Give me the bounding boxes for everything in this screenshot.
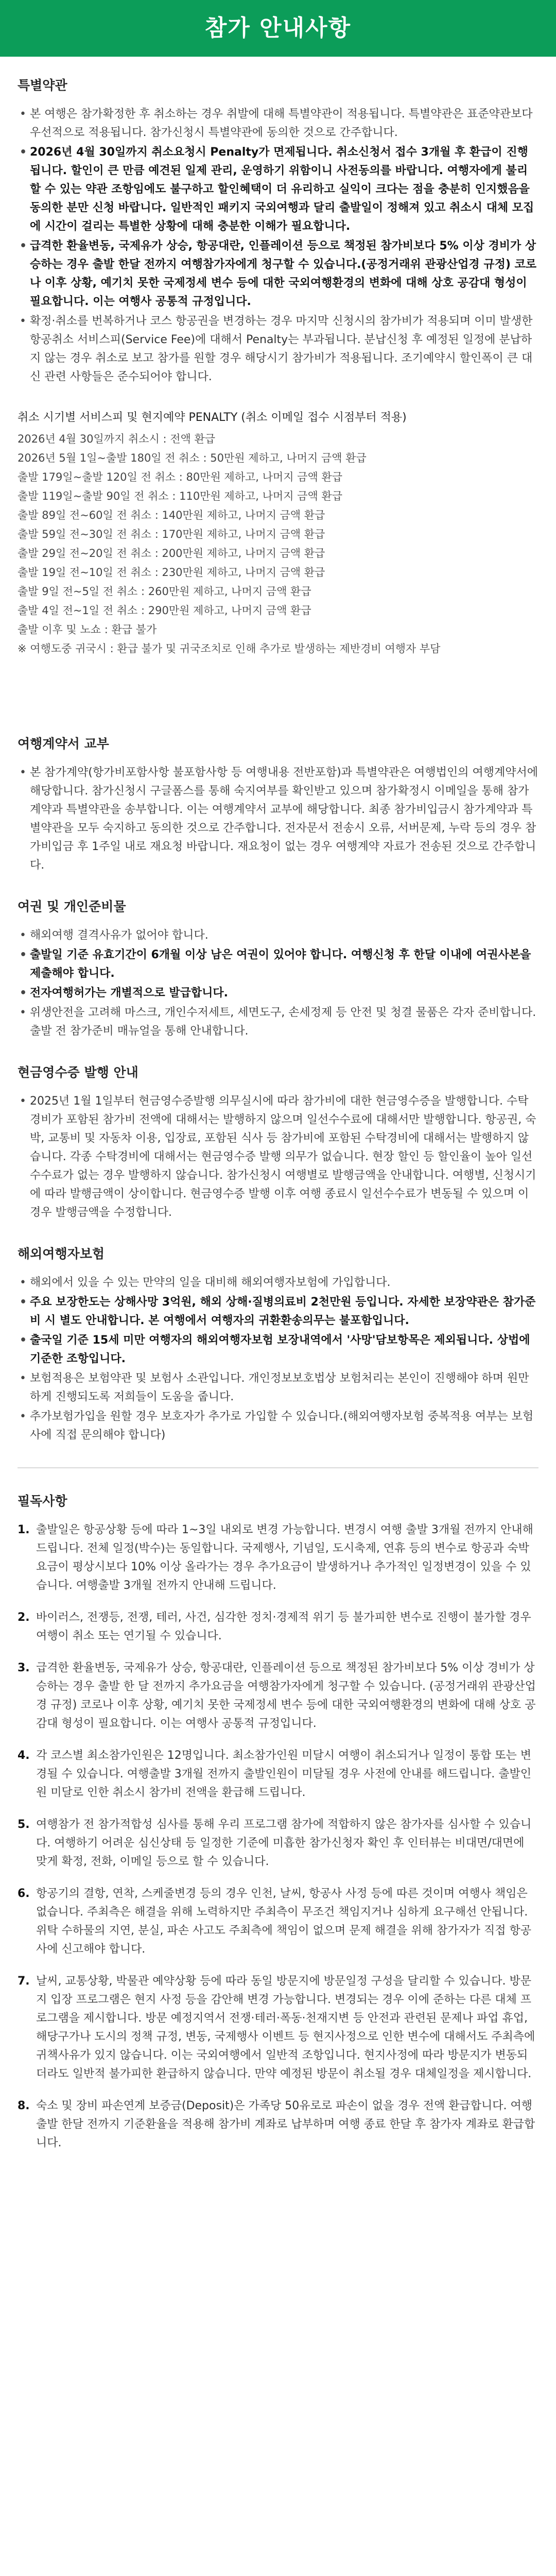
contract-list: [18, 764, 538, 875]
special-terms-item: • 급격한 환율변동, 국제유가 상승, 항공대란, 인플레이션 등으로 책정된 참가비보다 5% 이상 경비가 상승하는 경우 출발 한달 전까지 여행참가자에게 청구할 수 있습니다.(공정거래위 관광산업경 규정) 코로나 이후 상황, 예기치 못한 국제정세 변수 등에 대한 국외여행환경의 변화에 대해 상호 공감대 형성이 필요합니다. 이는 여행사 공통적 규정입니다.: [18, 237, 538, 311]
passport-item: • 출발일 기준 유효기간이 6개월 이상 남은 여권이 있어야 합니다. 여행신청 후 한달 이내에 여권사본을 제출해야 합니다.: [18, 946, 538, 983]
penalty-row: 출발 29일 전~20일 전 취소 : 200만원 제하고, 나머지 금액 환급: [18, 547, 325, 560]
receipt-list: [18, 1092, 538, 1222]
penalty-row: 출발 59일 전~30일 전 취소 : 170만원 제하고, 나머지 금액 환급: [18, 528, 325, 540]
contract-title: 여행계약서 교부: [18, 736, 109, 751]
checklist-title: 필독사항: [18, 1494, 67, 1509]
checklist-number: 4.: [18, 1749, 30, 1762]
checklist-section: [18, 1468, 538, 2153]
passport-section: [18, 876, 538, 1041]
penalty-row: 출발 9일 전~5일 전 취소 : 260만원 제하고, 나머지 금액 환급: [18, 585, 311, 598]
penalty-note: ※ 여행도중 귀국시 : 환급 불가 및 귀국조치로 인해 추가로 발생하는 제반경비 여행자 부담: [18, 642, 441, 655]
penalty-row: 출발 179일~출발 120일 전 취소 : 80만원 제하고, 나머지 금액 환급: [18, 471, 342, 483]
checklist-number: 7.: [18, 1975, 30, 1988]
checklist-item: [18, 2097, 538, 2153]
checklist-number: 3.: [18, 1662, 30, 1674]
checklist-list: [18, 1521, 538, 2153]
insurance-item: • 추가보험가입을 원할 경우 보호자가 추가로 가입할 수 있습니다.(해외여행자보험 중복적용 여부는 보험사에 직접 문의해야 합니다): [18, 1408, 538, 1445]
checklist-text: 급격한 환율변동, 국제유가 상승, 항공대란, 인플레이션 등으로 책정된 참가비보다 5% 이상 경비가 상승하는 경우 출발 한 달 전까지 추가요금을 여행참가자에게 청구할 수 있습니다. (공정거래위 관광산업경 규정) 코로나 이후 상황, 예기치 못한 국제정세 변수 등에 대한 국외여행환경의 변화에 대해 상호 공감대 형성이 필요합니다. 이는 여행사 공통적 규정입니다.: [36, 1662, 536, 1730]
penalty-row: 2026년 5월 1일~출발 180일 전 취소 : 50만원 제하고, 나머지 금액 환급: [18, 452, 367, 464]
special-terms-list: [18, 105, 538, 386]
special-terms-title: 특별약관: [18, 78, 67, 93]
checklist-item: [18, 1521, 538, 1595]
penalty-row: 출발 4일 전~1일 전 취소 : 290만원 제하고, 나머지 금액 환급: [18, 604, 311, 617]
contract-section: [18, 715, 538, 875]
passport-item: • 해외여행 결격사유가 없어야 합니다.: [18, 926, 538, 945]
page-title: 참가 안내사항: [0, 0, 556, 57]
checklist-item: [18, 1816, 538, 1871]
checklist-item: [18, 1747, 538, 1802]
checklist-item: [18, 1972, 538, 2083]
spacer: [18, 658, 538, 715]
receipt-section: [18, 1042, 538, 1222]
penalty-row: 출발 119일~출발 90일 전 취소 : 110만원 제하고, 나머지 금액 환급: [18, 490, 342, 502]
special-terms-section: [18, 57, 538, 386]
penalty-section: [18, 387, 538, 658]
notice-content: [0, 57, 556, 2153]
checklist-text: 날씨, 교통상황, 박물관 예약상황 등에 따라 동일 방문지에 방문일정 구성을 달리할 수 있습니다. 방문지 입장 프로그램은 현지 사정 등을 감안해 변경 가능합니다. 변경되는 경우 이에 준하는 다른 대체 프로그램을 제시합니다. 방문 예정지역서 전쟁·테러·폭동·천재지변 등 안전과 관련된 문제나 파업 휴업, 해당구가나 도시의 정책 규정, 변동, 국제행사 이벤트 등 현지사정으로 인한 변수에 대해서도 주최측에 귀책사유가 있지 않습니다. 이는 국외여행에서 일반적 조항입니다. 현지사정에 따라 방문지가 변동되더라도 일반적 불가피한 환급하지 않습니다. 만약 예정된 방문이 취소될 경우 대체일정을 제시합니다.: [36, 1975, 535, 2080]
checklist-text: 출발일은 항공상황 등에 따라 1~3일 내외로 변경 가능합니다. 변경시 여행 출발 3개월 전까지 안내해 드립니다. 전체 일정(박수)는 동일합니다. 국제행사, 기념일, 도시축제, 연휴 등의 변수로 항공과 숙박 요금이 평상시보다 10% 이상 올라가는 경우 추가요금이 발생하거나 추가적인 일정변경이 있을 수 있습니다. 여행출발 3개월 전까지 안내해 드립니다.: [36, 1523, 533, 1592]
passport-title: 여권 및 개인준비물: [18, 899, 126, 914]
special-terms-item: • 확정·취소를 번복하거나 코스 항공권을 변경하는 경우 마지막 신청시의 참가비가 적용되며 이미 발생한 항공취소 서비스피(Service Fee)에 대해서 Penalty는 부과됩니다. 분납신청 후 예정된 일정에 분납하지 않는 경우 취소로 보고 참가를 원할 경우 해당시기 참가비가 적용됩니다. 조기예약시 할인폭이 큰 대신 관련 사항들은 준수되어야 합니다.: [18, 312, 538, 386]
checklist-number: 6.: [18, 1887, 30, 1900]
checklist-number: 2.: [18, 1611, 30, 1624]
penalty-row: 출발 19일 전~10일 전 취소 : 230만원 제하고, 나머지 금액 환급: [18, 566, 325, 579]
penalty-row: 출발 이후 및 노쇼 : 환급 불가: [18, 623, 157, 636]
receipt-item: • 2025년 1월 1일부터 현금영수증발행 의무실시에 따라 참가비에 대한 현금영수증을 발행합니다. 수탁경비가 포함된 참가비 전액에 대해서는 발행하지 않으며 일선수수료에 대해서만 발행합니다. 항공권, 숙박, 교통비 및 자동차 이용, 입장료, 포함된 식사 등 참가비에 포함된 수탁경비에 대해서는 발행하지 않습니다. 각종 수탁경비에 대해서는 현금영수증 발행 의무가 없습니다. 현장 할인 등 할인율이 높아 일선수수료가 없는 경우 발행하지 않습니다. 참가신청시 여행별로 발행금액을 안내합니다. 여행별, 신청시기에 따라 발행금액이 상이합니다. 현금영수증 발행 이후 여행 종료시 일선수수료가 변동될 수 있으며 이 경우 발행금액을 수정합니다.: [18, 1092, 538, 1222]
insurance-item: • 해외에서 있을 수 있는 만약의 일을 대비해 해외여행자보험에 가입합니다.: [18, 1274, 538, 1292]
insurance-title: 해외여행자보험: [18, 1246, 105, 1261]
penalty-row: 2026년 4월 30일까지 취소시 : 전액 환급: [18, 433, 216, 445]
penalty-row: 출발 89일 전~60일 전 취소 : 140만원 제하고, 나머지 금액 환급: [18, 509, 325, 521]
checklist-text: 여행참가 전 참가적합성 심사를 통해 우리 프로그램 참가에 적합하지 않은 참가자를 심사할 수 있습니다. 여행하기 어려운 심신상태 등 일정한 기준에 미흡한 참가신청자 확인 후 인터뷰는 비대면/대면에 맞게 확정, 전화, 이메일 등으로 할 수 있습니다.: [36, 1818, 532, 1868]
insurance-item: • 보험적용은 보험약관 및 보험사 소관입니다. 개인정보보호법상 보험처리는 본인이 진행해야 하며 원만하게 진행되도록 저희들이 도움을 줍니다.: [18, 1369, 538, 1406]
insurance-section: [18, 1223, 538, 1445]
insurance-item: • 주요 보장한도는 상해사망 3억원, 해외 상해·질병의료비 2천만원 등입니다. 자세한 보장약관은 참가준비 시 별도 안내합니다. 본 여행에서 여행자의 귀환환송의무는 불포함입니다.: [18, 1293, 538, 1330]
special-terms-item: • 2026년 4월 30일까지 취소요청시 Penalty가 면제됩니다. 취소신청서 접수 3개월 후 환급이 진행됩니다. 할인이 큰 만큼 예견된 일제 관리, 운영하기 위함이니 사전동의를 바랍니다. 여행자에게 불리할 수 있는 약관 조항임에도 불구하고 할인혜택이 더 유리하고 실익이 크다는 점을 충분히 인지했음을 동의한 분만 신청 바랍니다. 일반적인 패키지 국외여행과 달리 출발일이 정해져 있고 취소시 대체 모집에 시간이 걸리는 특별한 상황에 대해 충분한 이해가 필요합니다.: [18, 143, 538, 236]
insurance-item: • 출국일 기준 15세 미만 여행자의 해외여행자보험 보장내역에서 '사망'담보항목은 제외됩니다. 상법에 기준한 조항입니다.: [18, 1331, 538, 1368]
checklist-item: [18, 1608, 538, 1646]
special-terms-item: • 본 여행은 참가확정한 후 취소하는 경우 취발에 대해 특별약관이 적용됩니다. 특별약관은 표준약관보다 우선적으로 적용됩니다. 참가신청시 특별약관에 동의한 것으로 간주합니다.: [18, 105, 538, 142]
checklist-number: 8.: [18, 2099, 30, 2112]
receipt-title: 현금영수증 발행 안내: [18, 1065, 138, 1080]
passport-item: • 위생안전을 고려해 마스크, 개인수저세트, 세면도구, 손세정제 등 안전 및 청결 물품은 각자 준비합니다. 출발 전 참가준비 매뉴얼을 통해 안내합니다.: [18, 1004, 538, 1041]
contract-item: • 본 참가계약(항가비포함사항 불포함사항 등 여행내용 전반포함)과 특별약관은 여행법인의 여행계약서에 해당합니다. 참가신청시 구글폼스를 통해 숙지여부를 확인받고 있으며 참가확정시 이메일을 통해 참가계약과 특별약관을 송부합니다. 이는 여행계약서 교부에 해당합니다. 최종 참가비입금시 참가계약과 특별약관을 모두 숙지하고 동의한 것으로 간주합니다. 전자문서 전송시 오류, 서버문제, 누락 등의 경우 참가비입금 후 1주일 내로 재요청 바랍니다. 재요청이 없는 경우 여행계약 자료가 전송된 것으로 간주합니다.: [18, 764, 538, 875]
checklist-item: [18, 1885, 538, 1959]
checklist-number: 1.: [18, 1523, 30, 1536]
checklist-text: 각 코스별 최소참가인원은 12명입니다. 최소참가인원 미달시 여행이 취소되거나 일정이 통합 또는 변경될 수 있습니다. 여행출발 3개월 전까지 출발인원이 미달될 경우 사전에 안내를 해드립니다. 출발인원 미달로 인한 취소시 참가비 전액을 환급해 드립니다.: [36, 1749, 531, 1799]
checklist-number: 5.: [18, 1818, 30, 1831]
passport-list: [18, 926, 538, 1041]
checklist-text: 항공기의 결항, 연착, 스케줄변경 등의 경우 인천, 날씨, 항공사 사정 등에 따른 것이며 여행사 책임은 없습니다. 주최측은 해결을 위해 노력하지만 주최측이 무조건 책임지거나 심하게 요구해선 안됩니다. 위탁 수하물의 지연, 분실, 파손 사고도 주최측에 책임이 없으며 문제 해결을 위해 참가자가 직접 항공사에 신고해야 합니다.: [36, 1887, 531, 1956]
insurance-list: [18, 1274, 538, 1445]
checklist-text: 숙소 및 장비 파손연계 보증금(Deposit)은 가족당 50유로로 파손이 없을 경우 전액 환급합니다. 여행 출발 한달 전까지 기준환율을 적용해 참가비 계좌로 납부하며 여행 종료 한달 후 참가자 계좌로 환급합니다.: [36, 2099, 535, 2149]
checklist-item: [18, 1659, 538, 1733]
checklist-text: 바이러스, 전쟁등, 전쟁, 테러, 사건, 심각한 정치·경제적 위기 등 불가피한 변수로 진행이 불가할 경우 여행이 취소 또는 연기될 수 있습니다.: [36, 1611, 531, 1642]
penalty-title: 취소 시기별 서비스피 및 현지예약 PENALTY (취소 이메일 접수 시점부터 적용): [18, 411, 407, 424]
passport-item: • 전자여행허가는 개별적으로 발급합니다.: [18, 984, 538, 1003]
